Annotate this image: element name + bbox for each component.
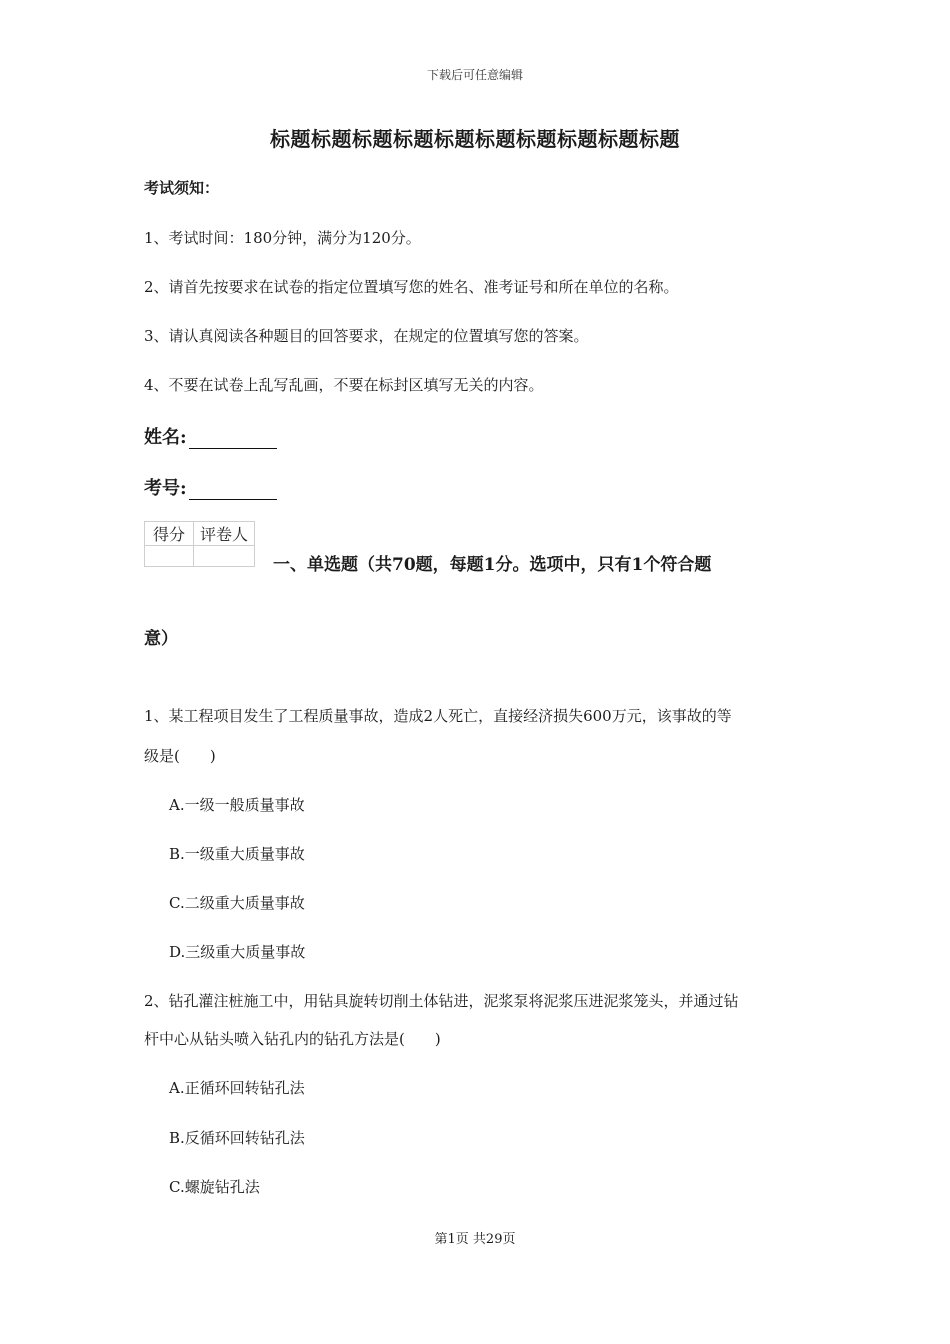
notice-item: 3、请认真阅读各种题目的回答要求，在规定的位置填写您的答案。 (144, 327, 589, 345)
question-text: 1、某工程项目发生了工程质量事故，造成2人死亡，直接经济损失600万元，该事故的等 (144, 707, 732, 725)
question-text: 杆中心从钻头喷入钻孔内的钻孔方法是( ) (144, 1030, 441, 1048)
page-footer: 第1页 共29页 (434, 1232, 516, 1247)
id-label: 考号: (144, 478, 187, 499)
question-text: 级是( ) (144, 747, 216, 765)
grader-cell[interactable] (194, 546, 255, 567)
header-note: 下载后可任意编辑 (426, 68, 523, 82)
document-title: 标题标题标题标题标题标题标题标题标题标题 (270, 127, 680, 151)
score-table (144, 521, 255, 567)
answer-option: A.一级一般质量事故 (169, 796, 305, 814)
name-field (144, 423, 277, 449)
answer-option: C.二级重大质量事故 (169, 894, 305, 912)
section-title-continued: 意） (144, 629, 178, 649)
notice-heading: 考试须知： (144, 179, 220, 197)
name-blank[interactable] (189, 430, 277, 449)
notice-item: 1、考试时间：180分钟，满分为120分。 (144, 229, 421, 247)
grader-header: 评卷人 (194, 522, 255, 546)
score-header: 得分 (145, 522, 194, 546)
notice-item: 2、请首先按要求在试卷的指定位置填写您的姓名、准考证号和所在单位的名称。 (144, 278, 679, 296)
notice-item: 4、不要在试卷上乱写乱画，不要在标封区填写无关的内容。 (144, 376, 544, 394)
answer-option: D.三级重大质量事故 (169, 943, 306, 961)
answer-option: A.正循环回转钻孔法 (169, 1079, 305, 1097)
section-title: 一、单选题（共70题，每题1分。选项中，只有1个符合题 (273, 555, 712, 575)
answer-option: C.螺旋钻孔法 (169, 1178, 260, 1196)
id-field (144, 474, 277, 500)
answer-option: B.反循环回转钻孔法 (169, 1129, 305, 1147)
name-label: 姓名: (144, 427, 187, 448)
id-blank[interactable] (189, 481, 277, 500)
question-text: 2、钻孔灌注桩施工中，用钻具旋转切削土体钻进，泥浆泵将泥浆压进泥浆笼头，并通过钻 (144, 992, 739, 1010)
answer-option: B.一级重大质量事故 (169, 845, 305, 863)
score-cell[interactable] (145, 546, 194, 567)
